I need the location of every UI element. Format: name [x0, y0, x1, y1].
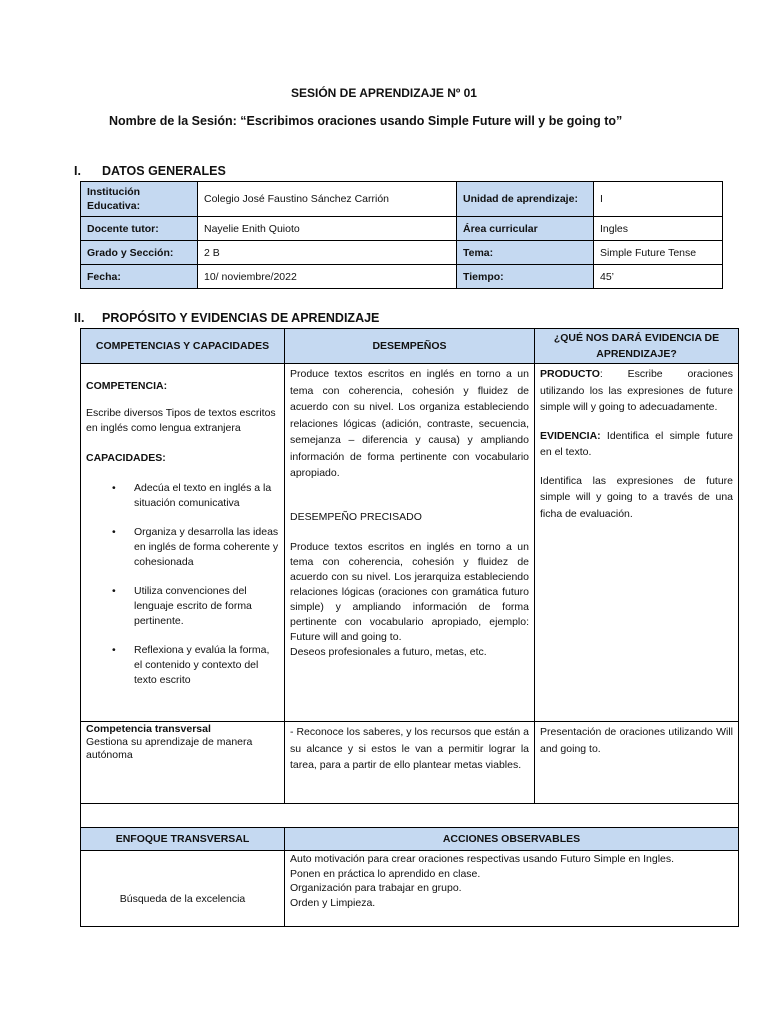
desempeno-precisado-extra: Deseos profesionales a futuro, metas, etc.: [290, 645, 487, 658]
evidencia-text: Identifica el simple future en el texto.: [540, 429, 733, 458]
accion-item: Orden y Limpieza.: [290, 896, 376, 909]
docente-label: Docente tutor:: [81, 217, 198, 241]
page-title: SESIÓN DE APRENDIZAJE Nº 01: [291, 86, 477, 100]
tiempo-label: Tiempo:: [457, 265, 594, 289]
enfoque-table: [80, 827, 739, 927]
competencias-header: COMPETENCIAS Y CAPACIDADES: [81, 329, 285, 364]
producto-text: : Escribe oraciones utilizando los las expresiones de future simple will y going to adecuadamente.: [540, 368, 733, 413]
competencia-label: COMPETENCIA:: [86, 380, 168, 392]
producto-paragraph: [540, 366, 733, 416]
unidad-value: I: [594, 182, 723, 217]
producto-label: PRODUCTO: [540, 368, 600, 380]
transversal-desempeno: - Reconoce los saberes, y los recursos que están a su alcance y si estos le van a permitir lograr la tarea, para a partir de ello plantear metas viables.: [290, 726, 529, 771]
transversal-label: Competencia transversal: [86, 723, 211, 735]
section-number: II.: [74, 311, 85, 325]
transversal-evidencia-cell: [535, 722, 739, 804]
transversal-text: Gestiona su aprendizaje de manera autónoma: [86, 736, 253, 761]
area-value: Ingles: [594, 217, 723, 241]
evidencia-label: EVIDENCIA:: [540, 429, 601, 442]
tema-value: Simple Future Tense: [594, 241, 723, 265]
docente-value: Nayelie Enith Quioto: [198, 217, 457, 241]
enfoque-value: Búsqueda de la excelencia: [81, 851, 285, 927]
evidencia-paragraph: [540, 428, 733, 461]
tiempo-value: 45’: [594, 265, 723, 289]
evidencias-cell: [535, 364, 739, 722]
proposito-table: [80, 328, 739, 830]
section-title: PROPÓSITO Y EVIDENCIAS DE APRENDIZAJE: [102, 311, 380, 325]
capacidades-label: CAPACIDADES:: [86, 452, 166, 464]
fecha-label: Fecha:: [81, 265, 198, 289]
institucion-value: Colegio José Faustino Sánchez Carrión: [198, 182, 457, 217]
accion-item: Organización para trabajar en grupo.: [290, 882, 462, 894]
area-label: Área curricular: [457, 217, 594, 241]
datos-generales-table: [80, 181, 723, 289]
desempeno-text: Produce textos escritos en inglés en torno a un tema con coherencia, cohesión y fluidez de acuerdo con su nivel. Los organiza estableciendo relaciones lógicas (adición, contraste, secuencia, semejanza – diferencia y causa) y ampliando información de forma pertinente con vocabulario apropiado.: [290, 368, 529, 479]
capacidades-list: [86, 481, 279, 688]
evidencia-extra: Identifica las expresiones de future simple will y going to a través de una ficha de evaluación.: [540, 474, 733, 520]
transversal-desempeno-cell: [285, 722, 535, 804]
grado-label: Grado y Sección:: [81, 241, 198, 265]
capacidad-item: • Reflexiona y evalúa la forma, el contenido y contexto del texto escrito: [134, 643, 279, 688]
section-heading-datos: [74, 164, 226, 178]
section-title: DATOS GENERALES: [102, 164, 226, 178]
acciones-header: ACCIONES OBSERVABLES: [285, 828, 739, 851]
competencias-cell: [81, 364, 285, 722]
capacidad-item: • Utiliza convenciones del lenguaje escrito de forma pertinente.: [134, 584, 279, 629]
desempenos-header: DESEMPEÑOS: [285, 329, 535, 364]
desempeno-precisado-label: DESEMPEÑO PRECISADO: [290, 510, 422, 523]
capacidad-item: • Organiza y desarrolla las ideas en inglés de forma coherente y cohesionada: [134, 525, 279, 570]
enfoque-header: ENFOQUE TRANSVERSAL: [81, 828, 285, 851]
evidencia-header: ¿QUÉ NOS DARÁ EVIDENCIA DE APRENDIZAJE?: [535, 329, 739, 364]
section-heading-proposito: [74, 311, 379, 325]
unidad-label: Unidad de aprendizaje:: [457, 182, 594, 217]
transversal-evidencia: Presentación de oraciones utilizando Will and going to.: [540, 726, 733, 755]
session-name: Nombre de la Sesión: “Escribimos oraciones usando Simple Future will y be going to”: [109, 114, 623, 128]
acciones-cell: [285, 851, 739, 927]
desempeno-precisado-text: Produce textos escritos en inglés en torno a un tema con coherencia, cohesión y fluidez de acuerdo con su nivel. Los jerarquiza estableciendo relaciones lógicas (oraciones con gramática futuro simple) y ampliando información de forma pertinente con vocabulario apropiado, ejemplo: Future will and going to.: [290, 540, 529, 643]
grado-value: 2 B: [198, 241, 457, 265]
section-number: I.: [74, 164, 81, 178]
tema-label: Tema:: [457, 241, 594, 265]
accion-item: Ponen en práctica lo aprendido en clase.: [290, 867, 481, 880]
fecha-value: 10/ noviembre/2022: [198, 265, 457, 289]
desempenos-cell: [285, 364, 535, 722]
transversal-cell: [81, 722, 285, 804]
institucion-label: Institución Educativa:: [81, 182, 198, 217]
accion-item: Auto motivación para crear oraciones respectivas usando Futuro Simple en Ingles.: [290, 853, 675, 865]
capacidad-item: • Adecúa el texto en inglés a la situación comunicativa: [134, 481, 279, 511]
competencia-text: Escribe diversos Tipos de textos escritos en inglés como lengua extranjera: [86, 407, 276, 434]
spacer-row: [81, 804, 739, 830]
